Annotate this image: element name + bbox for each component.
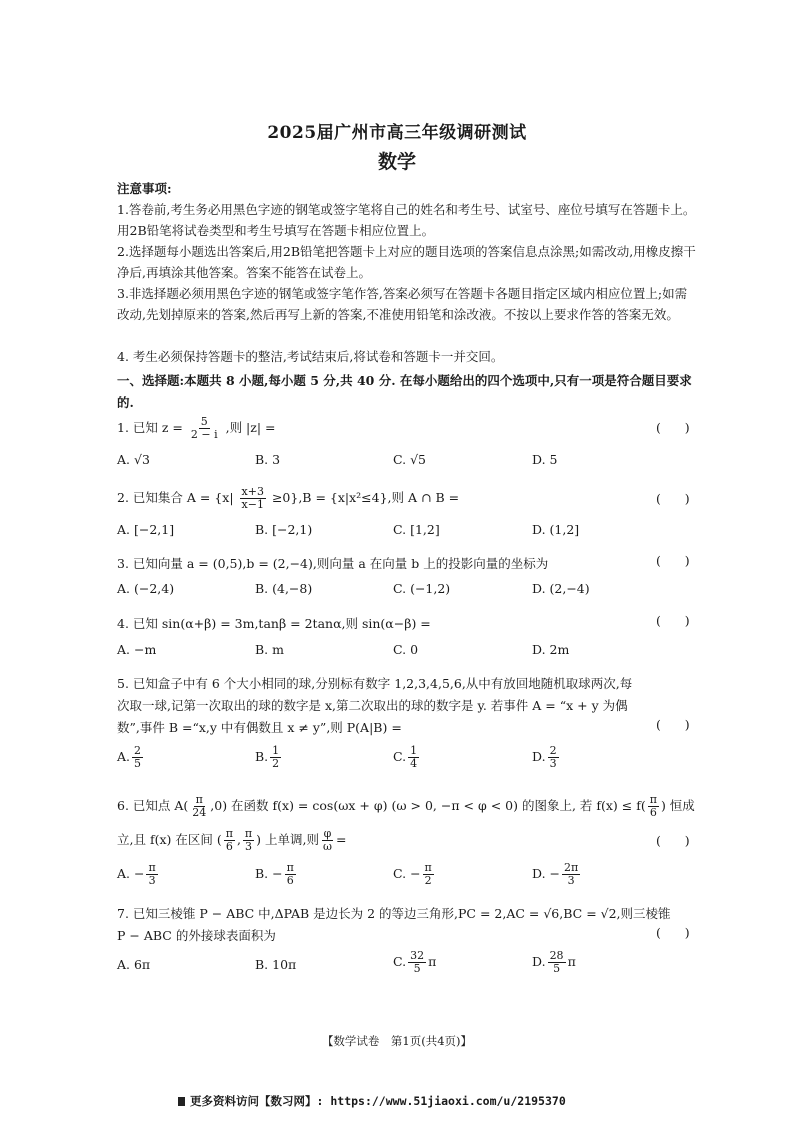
q6-option-d-num: 2π xyxy=(564,861,579,874)
exam-subject: 数学 xyxy=(377,151,416,173)
q6-option-c xyxy=(393,862,436,887)
q7-option-d-num: 28 xyxy=(549,949,564,962)
q3-option-c: C. (−1,2) xyxy=(393,581,451,596)
q7-option-c-label: C. xyxy=(393,954,407,969)
q7-option-d-suffix: π xyxy=(567,954,576,969)
q5-option-c xyxy=(393,745,421,770)
question-6-line-2 xyxy=(117,828,647,853)
question-1-denominator: 2 − i xyxy=(190,428,218,441)
resource-banner[interactable] xyxy=(178,1093,566,1109)
q6-l1-part-a: 6. 已知点 A( xyxy=(117,798,189,813)
q6-l2-f1-den: 6 xyxy=(225,840,233,853)
q5-option-d xyxy=(532,745,561,770)
q7-option-d-label: D. xyxy=(532,954,546,969)
q7-option-c xyxy=(393,950,436,975)
q6-l2-part-d: = xyxy=(335,832,347,847)
q7-option-c-suffix: π xyxy=(428,954,437,969)
q7-option-a: A. 6π xyxy=(117,957,151,972)
q2-option-d: D. (1,2] xyxy=(532,522,580,537)
q6-l2-f3-den: ω xyxy=(322,840,332,853)
q5-option-b-fraction xyxy=(270,745,281,770)
question-2-numerator: x+3 xyxy=(241,485,264,498)
q6-option-a-den: 3 xyxy=(148,874,156,887)
q6-l1-part-b: ,0) 在函数 f(x) = cos(ωx + φ) (ω > 0, −π < φ < 0) 的图象上, 若 f(x) ≤ f( xyxy=(210,798,646,813)
q6-l2-fraction-1 xyxy=(224,828,235,853)
question-1-numerator: 5 xyxy=(200,415,208,428)
q6-l1-f1-den: 24 xyxy=(192,806,207,819)
q7-option-c-num: 32 xyxy=(410,949,425,962)
q6-option-d-den: 3 xyxy=(567,874,575,887)
q5-option-c-den: 4 xyxy=(410,757,418,770)
q6-option-a-label: A. − xyxy=(117,866,145,881)
q6-l1-f2-den: 6 xyxy=(649,806,657,819)
q3-option-b: B. (4,−8) xyxy=(255,581,313,596)
q2-option-a: A. [−2,1] xyxy=(117,522,175,537)
q4-option-b: B. m xyxy=(255,642,284,657)
q6-option-c-fraction xyxy=(423,862,434,887)
q5-option-a-den: 5 xyxy=(134,757,142,770)
q1-option-c: C. √5 xyxy=(393,452,426,467)
q4-option-a: A. −m xyxy=(117,642,157,657)
q5-option-a-label: A. xyxy=(117,749,131,764)
q6-l2-f2-den: 3 xyxy=(245,840,253,853)
q4-option-c: C. 0 xyxy=(393,642,419,657)
q5-option-d-label: D. xyxy=(532,749,546,764)
answer-paren: ( ) xyxy=(656,833,690,848)
notice-item-4: 4. 考生必须保持答题卡的整洁,考试结束后,将试卷和答题卡一并交回。 xyxy=(117,349,504,364)
q6-option-c-num: π xyxy=(424,861,432,874)
q6-l1-fraction-2 xyxy=(648,794,659,819)
q6-l2-f1-num: π xyxy=(225,827,233,840)
question-7-line-1: 7. 已知三棱锥 P − ABC 中,ΔPAB 是边长为 2 的等边三角形,PC = 2,AC = √6,BC = √2,则三棱锥 xyxy=(117,906,671,921)
q6-l1-part-c: ) 恒成 xyxy=(660,798,695,813)
q6-l2-f2-num: π xyxy=(244,827,253,840)
q7-option-d-den: 5 xyxy=(553,962,561,975)
q7-option-d-fraction xyxy=(548,950,566,975)
q6-option-b-fraction xyxy=(285,862,296,887)
q5-option-b xyxy=(255,745,283,770)
q6-l2-part-a: 立,且 f(x) 在区间 ( xyxy=(117,832,222,847)
q5-option-a xyxy=(117,745,145,770)
answer-paren: ( ) xyxy=(656,717,690,732)
q5-option-d-num: 2 xyxy=(549,744,557,757)
notice-heading: 注意事项: xyxy=(117,181,172,196)
question-2-stem: 2. 已知集合 A = {x| xyxy=(117,490,234,505)
q6-l2-fraction-2 xyxy=(243,828,254,853)
q2-option-c: C. [1,2] xyxy=(393,522,440,537)
section-heading: 一、选择题:本题共 8 小题,每小题 5 分,共 40 分. 在每小题给出的四个选项中,只有一项是符合题目要求的. xyxy=(117,373,692,410)
q6-l1-f2-num: π xyxy=(649,793,657,806)
q6-option-a-fraction xyxy=(146,862,157,887)
q5-option-c-label: C. xyxy=(393,749,407,764)
notice-item-1: 1.答卷前,考生务必用黑色字迹的钢笔或签字笔将自己的姓名和考生号、试室号、座位号填写在答题卡上。用2B铅笔将试卷类型和考生号填写在答题卡相应位置上。 xyxy=(117,202,696,238)
q5-option-a-fraction xyxy=(132,745,143,770)
q6-option-b-num: π xyxy=(286,861,294,874)
answer-paren: ( ) xyxy=(656,420,690,435)
q6-l2-f3-num: φ xyxy=(323,827,332,840)
resource-banner-text: 更多资料访问【数习网】: https://www.51jiaoxi.com/u/2195370 xyxy=(190,1094,566,1108)
q5-option-a-num: 2 xyxy=(134,744,142,757)
q6-l2-part-b: , xyxy=(236,832,241,847)
answer-paren: ( ) xyxy=(656,613,690,628)
q6-l2-part-c: ) 上单调,则 xyxy=(256,832,319,847)
question-5-line-1: 5. 已知盒子中有 6 个大小相同的球,分别标有数字 1,2,3,4,5,6,从中有放回地随机取球两次,每 xyxy=(117,676,633,691)
flag-icon xyxy=(178,1097,185,1106)
q2-option-b: B. [−2,1) xyxy=(255,522,313,537)
q5-option-c-num: 1 xyxy=(410,744,418,757)
q5-option-b-num: 1 xyxy=(272,744,280,757)
question-1-stem: 1. 已知 z = xyxy=(117,420,183,435)
q6-option-c-label: C. − xyxy=(393,866,421,881)
q6-l1-f1-num: π xyxy=(195,793,203,806)
q6-option-d xyxy=(532,862,582,887)
question-7-line-2: P − ABC 的外接球表面积为 xyxy=(117,928,276,943)
q6-option-a-num: π xyxy=(148,861,156,874)
q1-option-b: B. 3 xyxy=(255,452,281,467)
q6-l1-fraction-1 xyxy=(190,794,208,819)
question-1-stem-end: ,则 |z| = xyxy=(225,420,276,435)
q6-option-d-fraction xyxy=(562,862,580,887)
q3-option-a: A. (−2,4) xyxy=(117,581,175,596)
q6-option-b-den: 6 xyxy=(286,874,294,887)
q4-option-d: D. 2m xyxy=(532,642,570,657)
question-5-line-3: 数”,事件 B =“x,y 中有偶数且 x ≠ y”,则 P(A|B) = xyxy=(117,720,402,735)
q5-option-b-den: 2 xyxy=(272,757,280,770)
q1-option-a: A. √3 xyxy=(117,452,150,467)
question-2-stem-end: ≥0},B = {x|x²≤4},则 A ∩ B = xyxy=(271,490,460,505)
q7-option-b: B. 10π xyxy=(255,957,297,972)
exam-title: 2025届广州市高三年级调研测试 xyxy=(267,123,527,143)
question-2-denominator: x−1 xyxy=(241,498,264,511)
q5-option-d-fraction xyxy=(548,745,559,770)
question-1-fraction xyxy=(189,416,220,441)
question-3: 3. 已知向量 a = (0,5),b = (2,−4),则向量 a 在向量 b 上的投影向量的坐标为 xyxy=(117,556,549,571)
q3-option-d: D. (2,−4) xyxy=(532,581,590,596)
q6-option-d-label: D. − xyxy=(532,866,560,881)
answer-paren: ( ) xyxy=(656,553,690,568)
page-footer: 【数学试卷 第1页(共4页)】 xyxy=(321,1034,473,1048)
q6-option-b-label: B. − xyxy=(255,866,283,881)
answer-paren: ( ) xyxy=(656,491,690,506)
q5-option-b-label: B. xyxy=(255,749,269,764)
notice-item-3: 3.非选择题必须用黑色字迹的钢笔或签字笔作答,答案必须写在答题卡各题目指定区域内相应位置上;如需改动,先划掉原来的答案,然后再写上新的答案,不准使用铅笔和涂改液。不按以上要求作答的答案无效。 xyxy=(117,286,688,322)
question-6-line-1 xyxy=(117,794,702,819)
q1-option-d: D. 5 xyxy=(532,452,558,467)
question-2-fraction xyxy=(240,486,266,511)
q6-option-c-den: 2 xyxy=(424,874,432,887)
q6-option-b xyxy=(255,862,298,887)
q7-option-c-fraction xyxy=(408,950,426,975)
question-5-line-2: 次取一球,记第一次取出的球的数字是 x,第二次取出的球的数字是 y. 若事件 A = “x + y 为偶 xyxy=(117,698,628,713)
q5-option-d-den: 3 xyxy=(549,757,557,770)
question-2 xyxy=(117,486,647,511)
question-4: 4. 已知 sin(α+β) = 3m,tanβ = 2tanα,则 sin(α−β) = xyxy=(117,616,431,631)
q7-option-d xyxy=(532,950,576,975)
q5-option-c-fraction xyxy=(408,745,419,770)
answer-paren: ( ) xyxy=(656,925,690,940)
q6-l2-fraction-3 xyxy=(321,828,334,853)
notice-item-2: 2.选择题每小题选出答案后,用2B铅笔把答题卡上对应的题目选项的答案信息点涂黑;如需改动,用橡皮擦干净后,再填涂其他答案。答案不能答在试卷上。 xyxy=(117,244,696,280)
question-1 xyxy=(117,416,647,441)
q7-option-c-den: 5 xyxy=(413,962,421,975)
q6-option-a xyxy=(117,862,160,887)
